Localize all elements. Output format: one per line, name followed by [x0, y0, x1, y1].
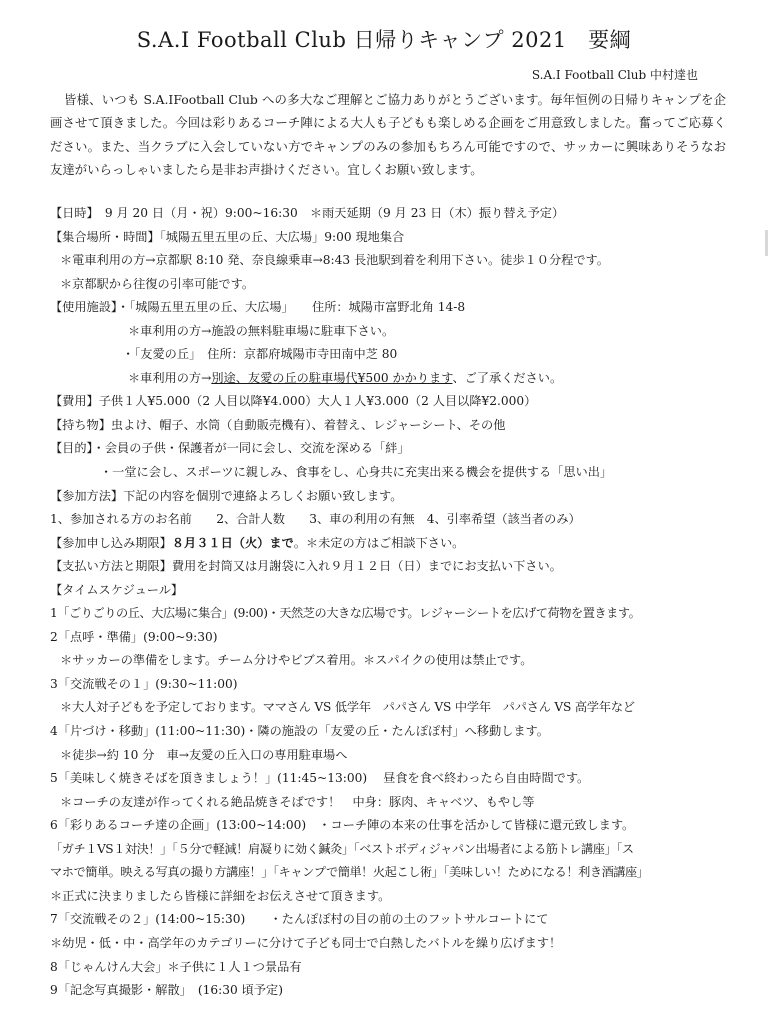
- fee-line: 【費用】子供１人¥5.000（2 人目以降¥4.000）大人１人¥3.000（2 人目以降¥2.000）: [50, 394, 537, 409]
- train-note: ＊電車利用の方→京都駅 8:10 発、奈良線乗車→8:43 長池駅到着を利用下さい。徒歩１０分程です。: [60, 253, 609, 268]
- facility-note-2-prefix: ＊車利用の方→: [128, 370, 212, 385]
- facility-line-2: ・「友愛の丘」 住所：京都府城陽市寺田南中芝 80: [122, 347, 398, 362]
- parking-fee-note: 別途、友愛の丘の駐車場代¥500 かかります: [211, 370, 453, 385]
- facility-note-2: [50, 367, 740, 391]
- method-fields: 1、参加される方のお名前 2、合計人数 3、車の利用の有無 4、引率希望（該当者のみ）: [50, 512, 581, 527]
- payment-line: 【支払い方法と期限】費用を封筒又は月謝袋に入れ９月１２日（日）までにお支払い下さい。: [50, 559, 562, 574]
- deadline-line: [50, 532, 740, 556]
- schedule-item-3: 3「交流戦その１」(9:30~11:00): [50, 676, 238, 691]
- author-line: S.A.I Football Club 中村達也: [531, 68, 698, 82]
- schedule-item-4: 4「片づけ・移動」(11:00~11:30)・隣の施設の「友愛の丘・たんぽぽ村」へ移動します。: [50, 724, 549, 739]
- schedule-item-8: 8「じゃんけん大会」＊子供に１人１つ景品有: [50, 959, 302, 974]
- schedule-heading: 【タイムスケジュール】: [50, 582, 184, 597]
- deadline-label: 【参加申し込み期限】: [50, 535, 172, 550]
- facility-line-1: 【使用施設】・「城陽五里五里の丘、大広場」 住所：城陽市富野北角 14-8: [50, 300, 466, 315]
- items-line: 【持ち物】虫よけ、帽子、水筒（自動販売機有）、着替え、レジャーシート、その他: [50, 417, 506, 432]
- document-title: S.A.I Football Club 日帰りキャンプ 2021 要綱: [136, 28, 632, 52]
- schedule-item-6: 6「彩りあるコーチ達の企画」(13:00~14:00) ・コーチ陣の本来の仕事を活かして皆様に還元致します。: [50, 818, 635, 833]
- schedule-item-2: 2「点呼・準備」(9:00~9:30): [50, 629, 218, 644]
- workshops-line-2: マホで簡単。映える写真の撮り方講座！」「キャンプで簡単！火起こし術」「美味しい！ためになる！利き酒講座」: [50, 865, 649, 880]
- details-section: [50, 202, 740, 1003]
- schedule-item-7: 7「交流戦その２」(14:00~15:30) ・たんぽぽ村の目の前の土のフットサルコートにて: [50, 912, 549, 927]
- schedule-item-1: 1「ごりごりの丘、大広場に集合」(9:00)・天然芝の大きな広場です。レジャーシートを広げて荷物を置きます。: [50, 606, 641, 621]
- deadline-note: 。＊未定の方はご相談下さい。: [293, 535, 465, 550]
- workshops-line-1: 「ガチ１VS１対決！」「５分で軽減！肩凝りに効く鍼灸」「ベストボディジャパン出場者による筋トレ講座」「ス: [50, 841, 634, 856]
- schedule-item-7-note: ＊幼児・低・中・高学年のカテゴリーに分けて子ども同士で白熱したバトルを繰り広げます！: [50, 935, 562, 950]
- facility-note-1: ＊車利用の方→施設の無料駐車場に駐車下さい。: [128, 323, 395, 338]
- schedule-item-5: 5「美味しく焼きそばを頂きましょう！」(11:45~13:00) 昼食を食べ終わったら自由時間です。: [50, 771, 590, 786]
- schedule-item-3-note: ＊大人対子どもを予定しております。ママさん VS 低学年 パパさん VS 中学年 パパさん VS 高学年など: [60, 700, 635, 715]
- deadline-date: ８月３１日（火）まで: [171, 535, 294, 550]
- schedule-item-9: 9「記念写真撮影・解散」 (16:30 頃予定): [50, 983, 283, 998]
- intro-paragraph: 皆様、いつも S.A.IFootball Club への多大なご理解とご協力ありがとうございます。毎年恒例の日帰りキャンプを企画させて頂きました。今回は彩りあるコーチ陣による大人も子どもも楽しめる企画をご用意致しました。奮ってご応募ください。また、当クラブに入会していない方でキャンプのみの参加もちろん可能ですので、サッカーに興味ありそうなお友達がいらっしゃいましたら是非お声掛けください。宜しくお願い致します。: [50, 92, 726, 178]
- date-line: 【日時】 9 月 20 日（月・祝）9:00~16:30 ＊雨天延期（9 月 23 日（木）振り替え予定）: [50, 206, 565, 220]
- schedule-item-5-note: ＊コーチの友達が作ってくれる絶品焼きそばです！ 中身：豚肉、キャベツ、もやし等: [60, 794, 535, 809]
- purpose-line-1: 【目的】・会員の子供・保護者が一同に会し、交流を深める「絆」: [50, 441, 410, 456]
- facility-note-2-suffix: 、ご了承ください。: [452, 370, 563, 385]
- method-line: 【参加方法】下記の内容を個別で連絡よろしくお願い致します。: [50, 488, 403, 503]
- purpose-line-2: ・一堂に会し、スポーツに親しみ、食事をし、心身共に充実出来る機会を提供する「思い出」: [100, 465, 613, 480]
- schedule-item-4-note: ＊徒歩→約 10 分 車→友愛の丘入口の専用駐車場へ: [60, 747, 348, 762]
- schedule-item-2-note: ＊サッカーの準備をします。チーム分けやビブス着用。＊スパイクの使用は禁止です。: [60, 653, 533, 668]
- meeting-line: 【集合場所・時間】「城陽五里五里の丘、大広場」9:00 現地集合: [50, 229, 405, 244]
- workshops-note: ＊正式に決まりましたら皆様に詳細をお伝えさせて頂きます。: [50, 888, 391, 903]
- pickup-note: ＊京都駅から往復の引率可能です。: [60, 276, 255, 291]
